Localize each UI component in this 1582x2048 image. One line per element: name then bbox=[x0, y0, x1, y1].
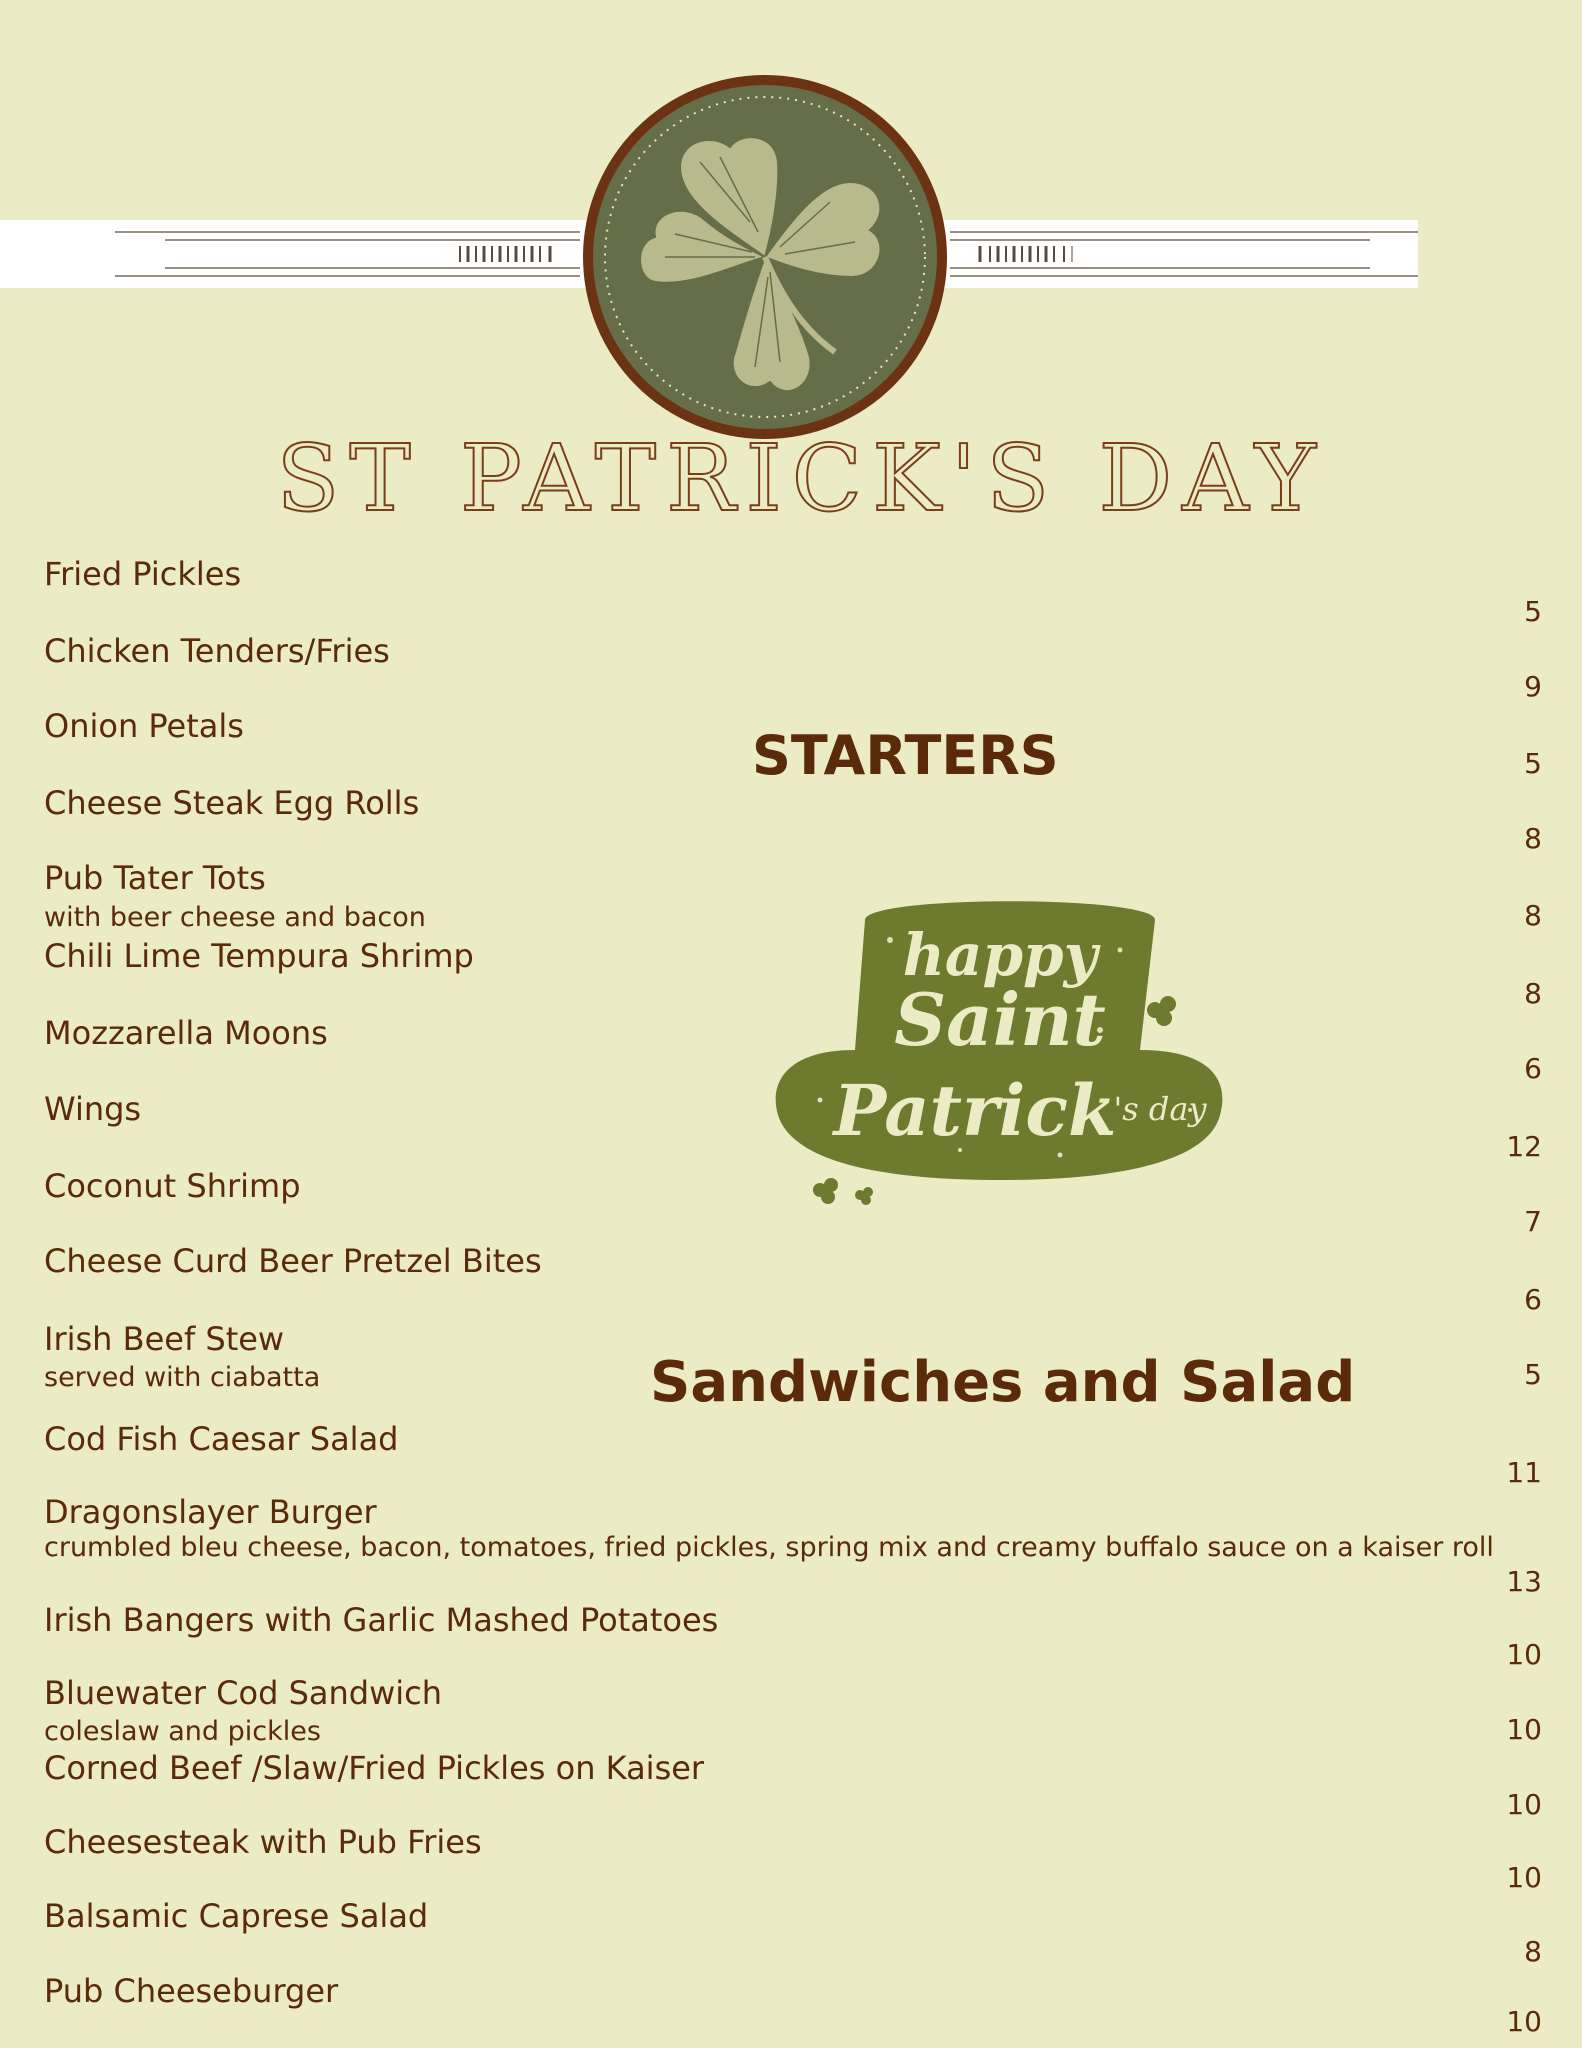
page-title: ST PATRICK'S DAY bbox=[276, 425, 1326, 532]
menu-item-description: crumbled bleu cheese, bacon, tomatoes, fried pickles, spring mix and creamy buffalo sauce on a kaiser roll bbox=[44, 1532, 1494, 1563]
menu-item-name: Cheese Steak Egg Rolls bbox=[44, 784, 420, 822]
menu-item-price: 10 bbox=[1506, 1861, 1542, 1894]
menu-item-name: Bluewater Cod Sandwich bbox=[44, 1674, 443, 1712]
menu-item-name: Irish Beef Stew bbox=[44, 1320, 285, 1358]
menu-item-price: 6 bbox=[1524, 1283, 1542, 1316]
menu-item-name: Onion Petals bbox=[44, 707, 244, 745]
hat-text-saint: Saint bbox=[894, 977, 1106, 1062]
hat-text-happy: happy bbox=[902, 921, 1098, 989]
menu-item-name: Cheesesteak with Pub Fries bbox=[44, 1823, 482, 1861]
menu-item-price: 11 bbox=[1506, 1456, 1542, 1489]
shamrock-icon bbox=[580, 72, 950, 442]
menu-item-price: 10 bbox=[1506, 2005, 1542, 2038]
hat-text-sday: 's day bbox=[1113, 1090, 1207, 1128]
menu-item-description: served with ciabatta bbox=[44, 1362, 321, 1393]
menu-item-description: coleslaw and pickles bbox=[44, 1716, 321, 1747]
menu-item-name: Irish Bangers with Garlic Mashed Potatoes bbox=[44, 1601, 719, 1639]
hat-text-patrick: Patrick bbox=[833, 1069, 1117, 1152]
menu-item-price: 8 bbox=[1524, 899, 1542, 932]
menu-item-name: Fried Pickles bbox=[44, 555, 242, 593]
menu-item-price: 7 bbox=[1524, 1205, 1542, 1238]
menu-item-name: Pub Cheeseburger bbox=[44, 1972, 339, 2010]
menu-item-name: Pub Tater Tots bbox=[44, 859, 266, 897]
menu-item-price: 10 bbox=[1506, 1638, 1542, 1671]
menu-item-price: 6 bbox=[1524, 1052, 1542, 1085]
menu-item-name: Wings bbox=[44, 1090, 142, 1128]
menu-item-price: 5 bbox=[1524, 747, 1542, 780]
menu-item-price: 9 bbox=[1524, 670, 1542, 703]
menu-item-name: Chicken Tenders/Fries bbox=[44, 632, 390, 670]
menu-item-price: 10 bbox=[1506, 1788, 1542, 1821]
menu-item-price: 10 bbox=[1506, 1713, 1542, 1746]
menu-item-name: Coconut Shrimp bbox=[44, 1167, 301, 1205]
menu-item-name: Balsamic Caprese Salad bbox=[44, 1897, 429, 1935]
menu-item-name: Cheese Curd Beer Pretzel Bites bbox=[44, 1242, 542, 1280]
section-heading-starters: STARTERS bbox=[752, 724, 1059, 787]
menu-item-name: Cod Fish Caesar Salad bbox=[44, 1420, 399, 1458]
menu-item-name: Mozzarella Moons bbox=[44, 1014, 328, 1052]
menu-item-name: Chili Lime Tempura Shrimp bbox=[44, 937, 474, 975]
menu-item-description: with beer cheese and bacon bbox=[44, 902, 426, 933]
menu-item-price: 8 bbox=[1524, 977, 1542, 1010]
menu-item-price: 13 bbox=[1506, 1565, 1542, 1598]
menu-item-name: Corned Beef /Slaw/Fried Pickles on Kaiser bbox=[44, 1749, 705, 1787]
menu-item-price: 8 bbox=[1524, 1935, 1542, 1968]
menu-item-price: 12 bbox=[1506, 1130, 1542, 1163]
menu-item-name: Dragonslayer Burger bbox=[44, 1493, 377, 1531]
menu-item-price: 5 bbox=[1524, 1358, 1542, 1391]
leprechaun-hat-icon bbox=[760, 880, 1240, 1220]
menu-item-price: 8 bbox=[1524, 822, 1542, 855]
menu-item-price: 5 bbox=[1524, 595, 1542, 628]
section-heading-sandwiches: Sandwiches and Salad bbox=[650, 1350, 1356, 1415]
